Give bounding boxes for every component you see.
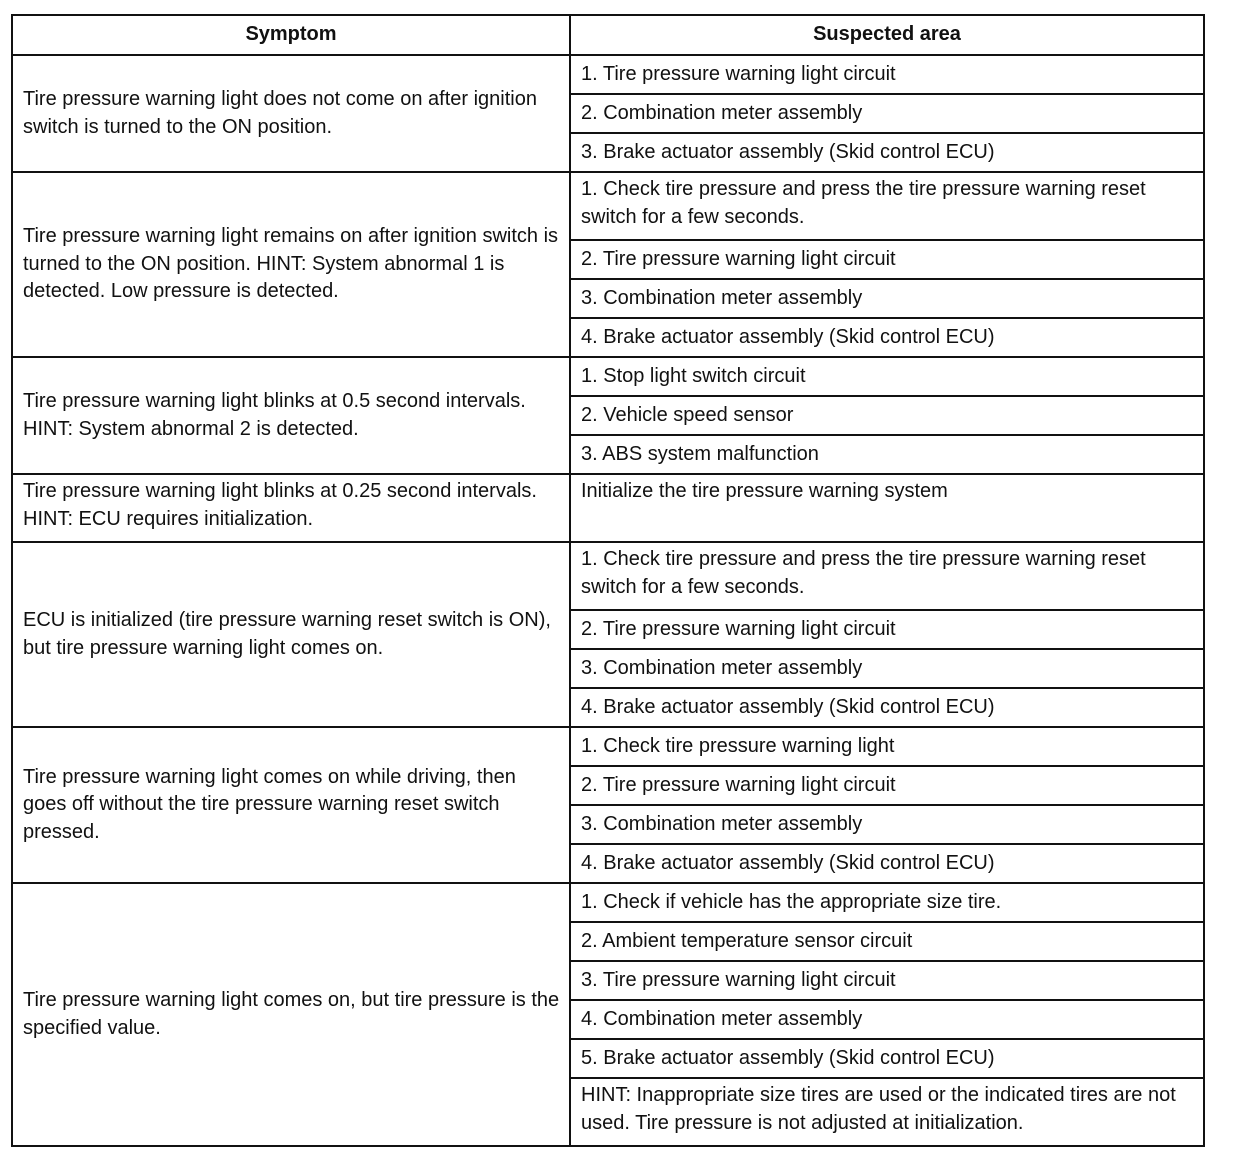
suspected-area-cell: Initialize the tire pressure warning system [570, 474, 1204, 542]
column-header-symptom: Symptom [12, 15, 570, 55]
symptom-cell: Tire pressure warning light blinks at 0.5 second intervals. HINT: System abnormal 2 is detected. [12, 357, 570, 474]
column-header-suspected-area: Suspected area [570, 15, 1204, 55]
suspected-area-cell: 2. Vehicle speed sensor [570, 396, 1204, 435]
suspected-area-cell: 2. Tire pressure warning light circuit [570, 240, 1204, 279]
suspected-area-cell: 1. Check tire pressure warning light [570, 727, 1204, 766]
table-row [12, 172, 1204, 240]
table-row [12, 55, 1204, 94]
troubleshooting-table [11, 14, 1205, 1147]
suspected-area-cell: 1. Tire pressure warning light circuit [570, 55, 1204, 94]
table-row [12, 727, 1204, 766]
suspected-area-cell: 5. Brake actuator assembly (Skid control ECU) [570, 1039, 1204, 1078]
suspected-area-cell: 4. Brake actuator assembly (Skid control ECU) [570, 318, 1204, 357]
symptom-cell: Tire pressure warning light comes on, but tire pressure is the specified value. [12, 883, 570, 1146]
suspected-area-cell: 2. Tire pressure warning light circuit [570, 610, 1204, 649]
symptom-cell: Tire pressure warning light comes on while driving, then goes off without the tire pressure warning reset switch pressed. [12, 727, 570, 883]
suspected-area-cell: 3. ABS system malfunction [570, 435, 1204, 474]
troubleshooting-table-container [11, 14, 1203, 1147]
table-row [12, 542, 1204, 610]
suspected-area-cell: HINT: Inappropriate size tires are used or the indicated tires are not used. Tire pressure is not adjusted at initialization. [570, 1078, 1204, 1146]
suspected-area-cell: 1. Check tire pressure and press the tire pressure warning reset switch for a few seconds. [570, 172, 1204, 240]
table-row [12, 474, 1204, 542]
table-row [12, 883, 1204, 922]
suspected-area-cell: 4. Combination meter assembly [570, 1000, 1204, 1039]
suspected-area-cell: 3. Combination meter assembly [570, 805, 1204, 844]
suspected-area-cell: 3. Combination meter assembly [570, 279, 1204, 318]
suspected-area-cell: 4. Brake actuator assembly (Skid control ECU) [570, 844, 1204, 883]
suspected-area-cell: 2. Ambient temperature sensor circuit [570, 922, 1204, 961]
suspected-area-cell: 2. Tire pressure warning light circuit [570, 766, 1204, 805]
symptom-cell: ECU is initialized (tire pressure warning reset switch is ON), but tire pressure warning light comes on. [12, 542, 570, 727]
table-body [12, 55, 1204, 1146]
suspected-area-cell: 3. Tire pressure warning light circuit [570, 961, 1204, 1000]
suspected-area-cell: 1. Check if vehicle has the appropriate size tire. [570, 883, 1204, 922]
suspected-area-cell: 1. Stop light switch circuit [570, 357, 1204, 396]
table-header-row [12, 15, 1204, 55]
suspected-area-cell: 2. Combination meter assembly [570, 94, 1204, 133]
symptom-cell: Tire pressure warning light blinks at 0.25 second intervals. HINT: ECU requires initialization. [12, 474, 570, 542]
symptom-cell: Tire pressure warning light remains on after ignition switch is turned to the ON position. HINT: System abnormal 1 is detected. Low pressure is detected. [12, 172, 570, 357]
symptom-cell: Tire pressure warning light does not come on after ignition switch is turned to the ON position. [12, 55, 570, 172]
suspected-area-cell: 3. Brake actuator assembly (Skid control ECU) [570, 133, 1204, 172]
suspected-area-cell: 1. Check tire pressure and press the tire pressure warning reset switch for a few seconds. [570, 542, 1204, 610]
suspected-area-cell: 3. Combination meter assembly [570, 649, 1204, 688]
suspected-area-cell: 4. Brake actuator assembly (Skid control ECU) [570, 688, 1204, 727]
table-row [12, 357, 1204, 396]
